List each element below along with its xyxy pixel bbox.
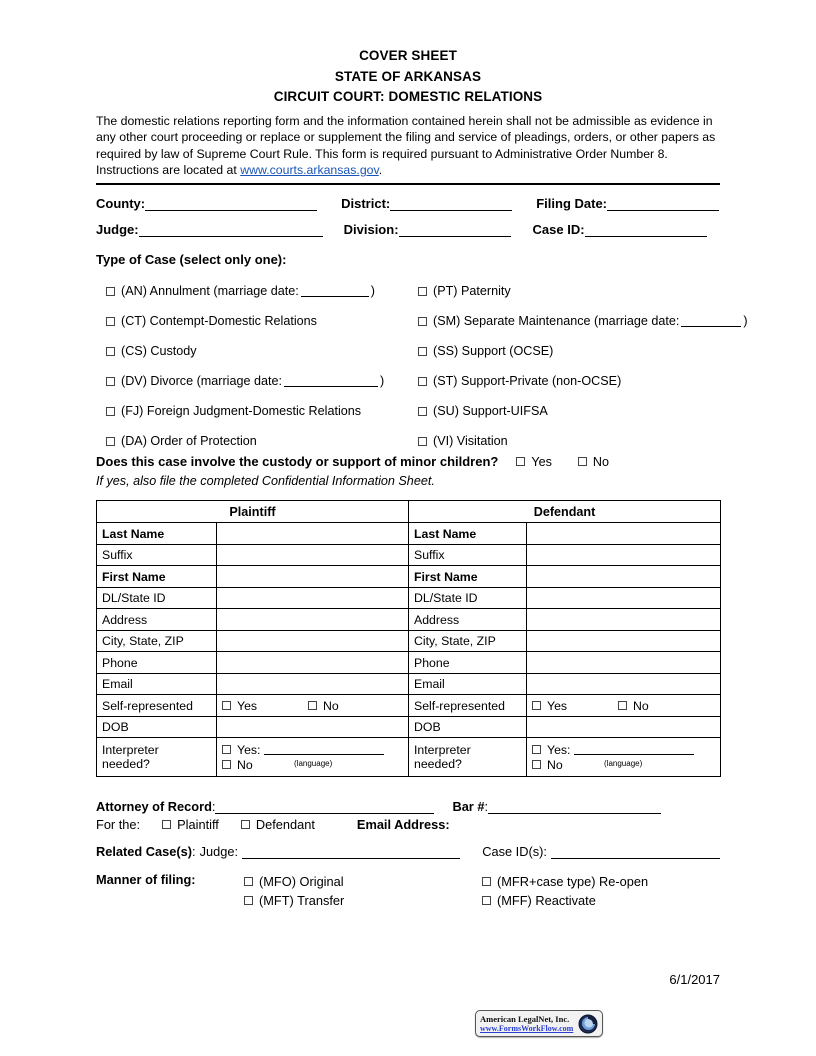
no-label: No <box>633 698 649 713</box>
case-header-row-2 <box>96 222 720 237</box>
case-ids-label: Case ID(s): <box>482 844 547 860</box>
party-row-label: Address <box>97 609 217 631</box>
case-type-label: (DA) Order of Protection <box>121 434 257 449</box>
checkbox-icon[interactable] <box>241 820 250 829</box>
manner-column-right <box>482 872 720 910</box>
case-type-option-vi[interactable] <box>418 426 763 456</box>
case-type-column-left <box>106 276 426 456</box>
case-type-heading: Type of Case (select only one): <box>96 252 287 268</box>
defendant-interpreter-value[interactable] <box>527 738 721 777</box>
table-row <box>97 523 721 545</box>
plaintiff-field-value[interactable] <box>217 544 409 566</box>
party-row-label: Address <box>409 609 527 631</box>
defendant-field-value[interactable] <box>527 587 721 609</box>
case-type-option-st[interactable] <box>418 366 763 396</box>
language-hint: (language) <box>294 758 333 768</box>
interpreter-label-line2: needed? <box>414 757 462 772</box>
marriage-date-input[interactable] <box>681 315 741 327</box>
page-title-line-3: CIRCUIT COURT: DOMESTIC RELATIONS <box>273 89 543 105</box>
plaintiff-field-value[interactable] <box>217 716 409 738</box>
for-the-label: For the: <box>96 817 141 833</box>
checkbox-icon[interactable] <box>106 347 115 356</box>
case-type-label: (SS) Support (OCSE) <box>433 344 554 359</box>
for-the-plaintiff-label: Plaintiff <box>177 817 219 833</box>
defendant-interpreter-yes-option[interactable] <box>532 743 715 757</box>
plaintiff-interpreter-yes-option[interactable] <box>222 743 403 757</box>
language-hint: (language) <box>604 758 643 768</box>
filing-date-label: Filing Date: <box>536 196 608 212</box>
checkbox-icon[interactable] <box>106 287 115 296</box>
party-row-label: DL/State ID <box>409 587 527 609</box>
case-type-option-cs[interactable] <box>106 336 426 366</box>
plaintiff-field-value[interactable] <box>217 587 409 609</box>
plaintiff-interpreter-label <box>97 738 217 777</box>
interpreter-no-label: No <box>547 757 563 772</box>
swirl-icon <box>578 1014 598 1034</box>
attorney-section <box>96 799 720 859</box>
minor-children-question: Does this case involve the custody or support of minor children? <box>96 454 499 470</box>
defendant-field-value[interactable] <box>527 716 721 738</box>
manner-option[interactable] <box>244 891 482 910</box>
defendant-field-value[interactable] <box>527 566 721 588</box>
no-label: No <box>323 698 339 713</box>
case-type-label: (VI) Visitation <box>433 434 508 449</box>
county-input[interactable] <box>145 196 317 211</box>
for-the-plaintiff-option[interactable] <box>162 817 219 832</box>
manner-column-left <box>244 872 482 910</box>
case-type-option-su[interactable] <box>418 396 763 426</box>
minor-children-question-row <box>96 454 720 469</box>
case-type-label: (FJ) Foreign Judgment-Domestic Relations <box>121 404 362 419</box>
case-type-options <box>96 276 748 449</box>
page-title-line-1: COVER SHEET <box>359 48 457 63</box>
defendant-field-value[interactable] <box>527 630 721 652</box>
judge-input[interactable] <box>139 222 323 237</box>
checkbox-icon[interactable] <box>532 760 541 769</box>
table-row <box>97 716 721 738</box>
case-type-suffix: ) <box>370 284 375 299</box>
interpreter-label-line1: Interpreter <box>102 743 159 758</box>
interpreter-label-line1: Interpreter <box>414 743 471 758</box>
manner-option[interactable] <box>482 872 720 891</box>
defendant-field-value[interactable] <box>527 609 721 631</box>
defendant-field-value[interactable] <box>527 652 721 674</box>
plaintiff-field-value[interactable] <box>217 695 409 717</box>
checkbox-icon[interactable] <box>578 457 587 466</box>
case-type-option-dv[interactable] <box>106 366 426 396</box>
for-the-defendant-label: Defendant <box>255 817 315 833</box>
checkbox-icon[interactable] <box>516 457 525 466</box>
party-row-label: Self-represented <box>97 695 217 717</box>
revision-date: 6/1/2017 <box>669 972 720 987</box>
case-type-label: (SU) Support-UIFSA <box>433 404 548 419</box>
plaintiff-interpreter-no-option[interactable] <box>222 758 403 772</box>
checkbox-icon[interactable] <box>482 877 491 886</box>
american-legalnet-logo[interactable] <box>475 1010 603 1037</box>
checkbox-icon[interactable] <box>106 407 115 416</box>
manner-option-label: (MFR+case type) Re-open <box>497 874 649 890</box>
party-information-table <box>96 500 721 777</box>
checkbox-icon[interactable] <box>222 701 231 710</box>
case-type-option-pt[interactable] <box>418 276 763 306</box>
checkbox-icon[interactable] <box>532 701 541 710</box>
table-row <box>97 630 721 652</box>
checkbox-icon[interactable] <box>222 760 231 769</box>
checkbox-icon[interactable] <box>244 896 253 905</box>
party-table-header-row <box>97 501 721 523</box>
case-type-option-ct[interactable] <box>106 306 426 336</box>
checkbox-icon[interactable] <box>106 377 115 386</box>
header-divider <box>96 183 720 185</box>
party-row-label: DL/State ID <box>97 587 217 609</box>
defendant-column-header: Defendant <box>409 501 721 523</box>
manner-colon: : <box>191 872 196 888</box>
party-row-label: Phone <box>409 652 527 674</box>
defendant-field-value[interactable] <box>527 695 721 717</box>
party-row-label: First Name <box>97 566 217 588</box>
party-row-label: Email <box>409 673 527 695</box>
case-type-label: (ST) Support-Private (non-OCSE) <box>433 374 622 389</box>
manner-option[interactable] <box>482 891 720 910</box>
checkbox-icon[interactable] <box>418 317 427 326</box>
party-row-label: Last Name <box>97 523 217 545</box>
manner-label-text: Manner of filing <box>96 872 192 888</box>
plaintiff-field-value[interactable] <box>217 566 409 588</box>
logo-website-link[interactable]: www.FormsWorkFlow.com <box>480 1023 574 1033</box>
case-type-option-sm[interactable] <box>418 306 763 336</box>
checkbox-icon[interactable] <box>106 317 115 326</box>
table-row <box>97 566 721 588</box>
related-judge-label: Judge: <box>199 844 239 860</box>
minor-children-no-label: No <box>592 454 610 469</box>
minor-children-yes-option[interactable] <box>516 455 552 469</box>
defendant-self-represented-yes[interactable] <box>532 699 618 713</box>
case-type-label: (AN) Annulment (marriage date: <box>121 284 299 299</box>
checkbox-icon[interactable] <box>308 701 317 710</box>
defendant-interpreter-no-option[interactable] <box>532 758 715 772</box>
case-type-label: (CT) Contempt-Domestic Relations <box>121 314 317 329</box>
case-type-label: (DV) Divorce (marriage date: <box>121 374 282 389</box>
case-type-suffix: ) <box>379 374 385 389</box>
filing-date-input[interactable] <box>607 196 719 211</box>
table-row <box>97 695 721 717</box>
case-id-input[interactable] <box>585 222 707 237</box>
checkbox-icon[interactable] <box>418 377 427 386</box>
related-judge-input[interactable] <box>242 844 460 859</box>
case-ids-input[interactable] <box>551 844 720 859</box>
party-row-label: Last Name <box>409 523 527 545</box>
marriage-date-input[interactable] <box>301 285 369 297</box>
minor-children-yes-label: Yes <box>531 454 552 469</box>
manner-of-filing-label <box>96 872 244 910</box>
bar-number-label: Bar # <box>452 799 485 815</box>
table-row <box>97 673 721 695</box>
page-title-line-2: STATE OF ARKANSAS <box>334 68 482 84</box>
party-row-label: First Name <box>409 566 527 588</box>
interpreter-no-label: No <box>237 757 253 772</box>
intro-paragraph <box>96 113 720 179</box>
manner-of-filing-section <box>96 872 720 910</box>
manner-option[interactable] <box>244 872 482 891</box>
checkbox-icon[interactable] <box>618 701 627 710</box>
plaintiff-column-header: Plaintiff <box>97 501 409 523</box>
plaintiff-field-value[interactable] <box>217 523 409 545</box>
checkbox-icon[interactable] <box>418 287 427 296</box>
table-row <box>97 609 721 631</box>
confidential-sheet-note: If yes, also file the completed Confidential Information Sheet. <box>96 474 435 489</box>
checkbox-icon[interactable] <box>418 437 427 446</box>
plaintiff-language-input[interactable] <box>264 744 384 755</box>
interpreter-yes-label: Yes: <box>547 742 571 757</box>
county-label: County: <box>96 196 146 212</box>
party-row-label: City, State, ZIP <box>97 630 217 652</box>
case-header-row-1 <box>96 196 720 211</box>
for-the-row <box>96 817 720 832</box>
plaintiff-interpreter-value[interactable] <box>217 738 409 777</box>
table-row <box>97 544 721 566</box>
interpreter-yes-label: Yes: <box>237 742 261 757</box>
case-id-label: Case ID: <box>532 222 585 238</box>
email-address-label: Email Address: <box>356 817 450 833</box>
plaintiff-self-represented-no[interactable] <box>308 699 339 713</box>
division-label: Division: <box>343 222 399 238</box>
case-type-option-fj[interactable] <box>106 396 426 426</box>
yes-label: Yes <box>237 698 258 713</box>
checkbox-icon[interactable] <box>162 820 171 829</box>
document-content <box>96 46 748 910</box>
manner-option-label: (MFT) Transfer <box>259 893 345 909</box>
attorney-colon: : <box>211 799 216 815</box>
manner-option-label: (MFF) Reactivate <box>497 893 596 909</box>
district-input[interactable] <box>390 196 512 211</box>
case-type-suffix: ) <box>743 314 748 329</box>
intro-text-end: . <box>378 163 383 177</box>
table-row-interpreter <box>97 738 721 777</box>
defendant-field-value[interactable] <box>527 523 721 545</box>
checkbox-icon[interactable] <box>106 437 115 446</box>
checkbox-icon[interactable] <box>418 347 427 356</box>
case-type-label: (SM) Separate Maintenance (marriage date: <box>433 314 680 329</box>
table-row <box>97 587 721 609</box>
attorney-of-record-label: Attorney of Record <box>96 799 212 815</box>
party-row-label: Email <box>97 673 217 695</box>
related-colon: : <box>192 844 196 860</box>
bar-number-input[interactable] <box>488 799 661 814</box>
related-cases-label: Related Case(s) <box>96 844 193 860</box>
plaintiff-field-value[interactable] <box>217 630 409 652</box>
case-type-option-da[interactable] <box>106 426 426 456</box>
logo-text-block <box>480 1014 578 1034</box>
party-row-label: Suffix <box>409 544 527 566</box>
defendant-language-input[interactable] <box>574 744 694 755</box>
plaintiff-self-represented-yes[interactable] <box>222 699 308 713</box>
checkbox-icon[interactable] <box>482 896 491 905</box>
judge-label: Judge: <box>96 222 139 238</box>
table-row <box>97 652 721 674</box>
for-the-defendant-option[interactable] <box>241 817 315 832</box>
defendant-field-value[interactable] <box>527 544 721 566</box>
interpreter-label-line2: needed? <box>102 757 150 772</box>
defendant-self-represented-no[interactable] <box>618 699 649 713</box>
checkbox-icon[interactable] <box>418 407 427 416</box>
manner-option-label: (MFO) Original <box>259 874 344 890</box>
party-row-label: Phone <box>97 652 217 674</box>
checkbox-icon[interactable] <box>532 745 541 754</box>
party-row-label: Self-represented <box>409 695 527 717</box>
case-type-column-right <box>418 276 763 456</box>
related-cases-row <box>96 844 720 859</box>
checkbox-icon[interactable] <box>244 877 253 886</box>
attorney-of-record-row <box>96 799 720 814</box>
case-type-option-ss[interactable] <box>418 336 763 366</box>
document-title-block <box>96 46 720 108</box>
case-type-option-an[interactable] <box>106 276 426 306</box>
plaintiff-field-value[interactable] <box>217 673 409 695</box>
defendant-interpreter-label <box>409 738 527 777</box>
case-type-label: (CS) Custody <box>121 344 197 359</box>
party-row-label: City, State, ZIP <box>409 630 527 652</box>
yes-label: Yes <box>547 698 568 713</box>
checkbox-icon[interactable] <box>222 745 231 754</box>
logo-company-name: American LegalNet, Inc. <box>480 1013 570 1024</box>
intro-text: The domestic relations reporting form and the information contained herein shall not be admissible as evidence in any other court proceeding or replace or supplement the filing and service of pleadings, orders, or other papers as required by law of Supreme Court Rule. This form is required pursuant to Administrative Order Number 8. Instructions are located at <box>96 113 716 177</box>
minor-children-no-option[interactable] <box>578 455 609 469</box>
party-row-label: DOB <box>97 716 217 738</box>
plaintiff-field-value[interactable] <box>217 609 409 631</box>
attorney-of-record-input[interactable] <box>215 799 434 814</box>
marriage-date-input[interactable] <box>284 375 378 387</box>
plaintiff-field-value[interactable] <box>217 652 409 674</box>
case-type-label: (PT) Paternity <box>433 284 511 299</box>
bar-colon: : <box>484 799 489 815</box>
courts-arkansas-link[interactable]: www.courts.arkansas.gov <box>240 163 379 177</box>
party-row-label: DOB <box>409 716 527 738</box>
district-label: District: <box>341 196 391 212</box>
defendant-field-value[interactable] <box>527 673 721 695</box>
division-input[interactable] <box>399 222 511 237</box>
party-row-label: Suffix <box>97 544 217 566</box>
